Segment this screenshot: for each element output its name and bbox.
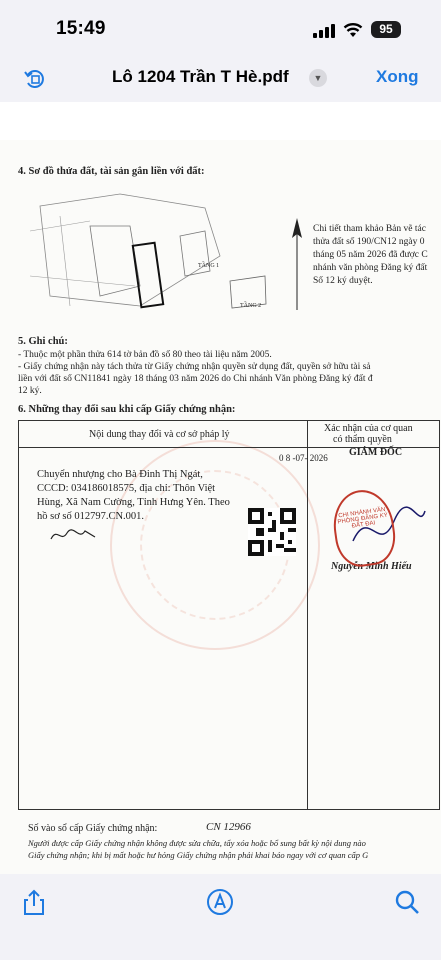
- column-header-content: Nội dung thay đổi và cơ sở pháp lý: [89, 429, 230, 440]
- footer-line: Giấy chứng nhận; khi bị mất hoặc hư hỏng Giấy chứng nhận phải khai báo ngay với cơ quan cấp G: [28, 850, 369, 860]
- initial-signature: [49, 525, 99, 545]
- footer-line: Người được cấp Giấy chứng nhận không được sửa chữa, tẩy xóa hoặc bổ sung bất kỳ nội dung nào: [28, 838, 366, 848]
- detail-line: Số 12 ký duyệt.: [313, 276, 373, 286]
- table-divider: [307, 421, 308, 809]
- changes-table: [18, 420, 440, 810]
- document-title[interactable]: Lô 1204 Trần T Hè.pdf: [112, 67, 289, 86]
- section-4-heading: 4. Sơ đồ thửa đất, tài sản gắn liền với đất:: [18, 166, 205, 177]
- pdf-viewer[interactable]: [0, 102, 441, 874]
- section-5-heading: 5. Ghi chú:: [18, 336, 68, 347]
- change-content-line: CCCD: 034186018575, địa chỉ: Thôn Việt: [37, 483, 216, 494]
- rotate-icon[interactable]: [22, 66, 48, 92]
- pdf-page: [0, 140, 441, 874]
- tang-2-label: TẦNG 2: [240, 303, 262, 309]
- so-vao-so-label: Số vào sổ cấp Giấy chứng nhận:: [28, 823, 158, 834]
- qr-code: [248, 508, 296, 556]
- detail-line: thửa đất số 190/CN12 ngày 0: [313, 237, 425, 247]
- change-date: 0 8 -07- 2026: [279, 453, 328, 463]
- signer-name: Nguyễn Minh Hiếu: [331, 561, 412, 572]
- wifi-icon: [343, 22, 363, 38]
- note-line: - Thuộc một phần thửa 614 tờ bản đồ số 80 theo tài liệu năm 2005.: [18, 350, 272, 360]
- column-header-authority: Xác nhận của cơ quan: [324, 423, 413, 434]
- markup-icon[interactable]: [206, 888, 234, 916]
- note-line: - Giấy chứng nhận này tách thửa từ Giấy chứng nhận quyền sử dụng đất, quyền sở hữu tài sả: [18, 362, 371, 372]
- note-line: 12 ký.: [18, 386, 42, 396]
- chevron-down-icon[interactable]: ▼: [309, 69, 327, 87]
- search-icon[interactable]: [393, 888, 421, 916]
- detail-line: Chi tiết tham khảo Bản vẽ tác: [313, 224, 426, 234]
- certificate-number: CN 12966: [206, 821, 251, 833]
- share-icon[interactable]: [20, 888, 48, 916]
- done-button[interactable]: Xong: [376, 67, 419, 86]
- bottom-toolbar: [0, 874, 441, 960]
- north-arrow-icon: [289, 218, 305, 310]
- giam-doc-title: GIÁM ĐỐC: [349, 447, 403, 458]
- detail-line: tháng 05 năm 2026 đã được C: [313, 250, 428, 260]
- status-time: 15:49: [56, 18, 106, 39]
- status-bar: [0, 0, 441, 56]
- official-stamp: CHI NHÁNH VĂN PHÒNG ĐĂNG KÝ ĐẤT ĐAI: [329, 486, 399, 570]
- cellular-signal-icon: [313, 24, 335, 38]
- note-line: liền với đất số CN11841 ngày 18 tháng 03 năm 2026 do Chi nhánh Văn phòng Đăng ký đất đ: [18, 374, 373, 384]
- land-plot-sketch: [30, 186, 290, 346]
- detail-line: nhánh văn phòng Đăng ký đất: [313, 263, 428, 273]
- change-content-line: Chuyển nhượng cho Bà Đinh Thị Ngát,: [37, 469, 203, 480]
- change-content-line: Hùng, Xã Nam Cường, Tỉnh Hưng Yên. Theo: [37, 497, 230, 508]
- section-6-heading: 6. Những thay đổi sau khi cấp Giấy chứng nhận:: [18, 404, 236, 415]
- nav-bar: [0, 56, 441, 102]
- change-content-line: hồ sơ số 012797.CN.001.: [37, 511, 145, 522]
- column-header-authority: có thẩm quyền: [333, 434, 392, 445]
- tang-1-label: TẦNG 1: [198, 263, 220, 269]
- battery-icon: 95: [371, 21, 401, 38]
